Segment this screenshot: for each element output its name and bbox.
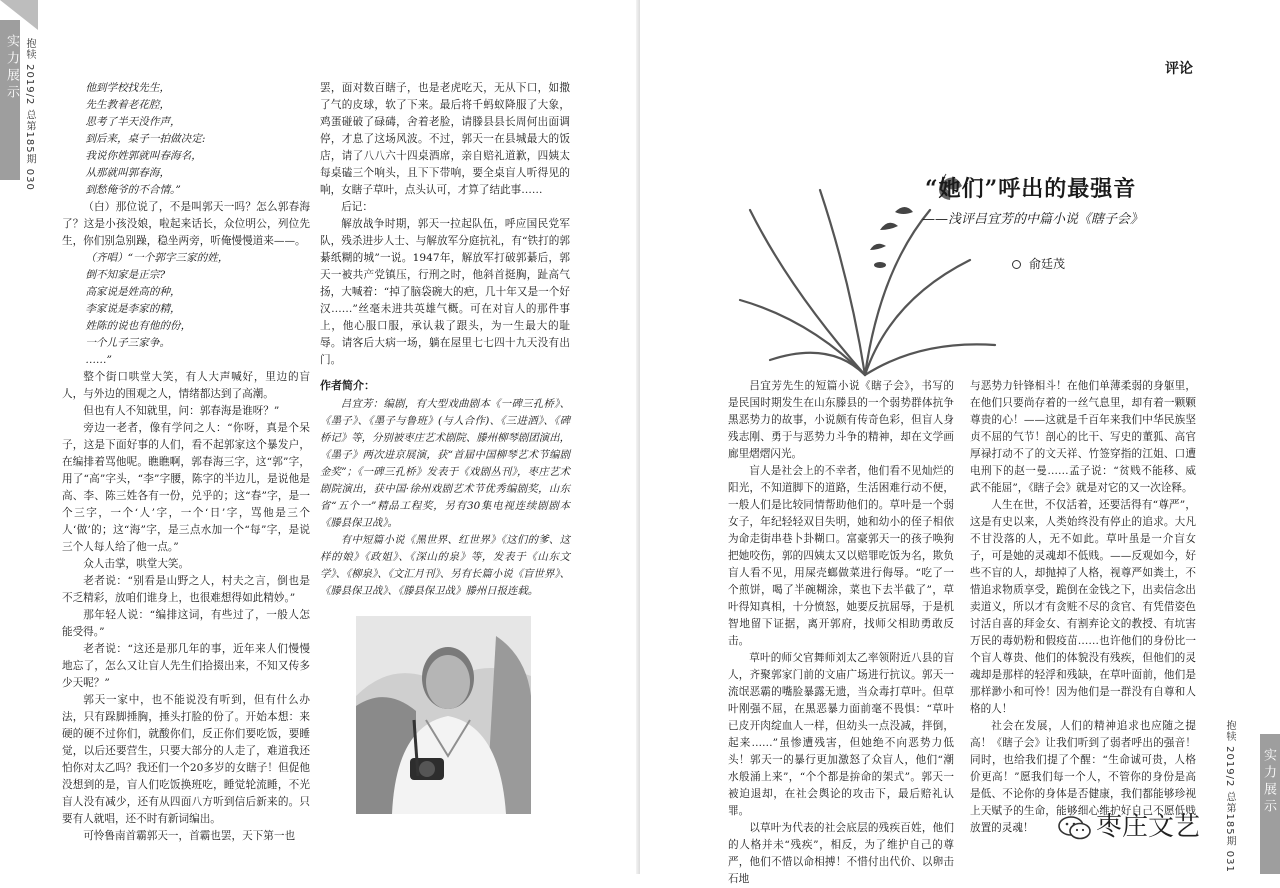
- verse-line: 到愁俺爷的不合情。”: [85, 184, 181, 196]
- paragraph: 罢，面对数百瞎子，也是老虎吃天，无从下口，如撒了气的皮球，软了下来。最后将千蚂蚁降服了大象，鸡蛋碰破了碌碡，舍着老脸，请滕县县长周何出面调停，才息了这场风波。不过，郭天一在县城最大的饭店，请了八八六十四桌酒席，亲自赔礼道歉，四姨太每桌磕三个响头，且下下带响，要全桌盲人听得见的响，女瞎子草叶，点头认可，才算了结此事……: [320, 82, 570, 196]
- verse-line: 倒不知家是正宗?: [85, 269, 166, 281]
- right-section-tab: [1242, 734, 1280, 874]
- wechat-icon: [1058, 815, 1092, 841]
- paragraph: 解放战争时期，郭天一拉起队伍，呼应国民党军队，残杀进步人士、与解放军分庭抗礼，有“铁打的郭綦纸糊的城”一说。1947年，解放军打破郭綦后，郭天一被共产党镇压，行刑之时，他斜首挺胸，趾高气扬，大喊着：“掉了脑袋碗大的疤，几十年又是一个好汉……”丝毫未进共英雄气概。可在对盲人的那件事上，他心服口服，承认栽了跟头，为一生最大的耻辱。请客后大病一场，躺在屋里七七四十九天没有出门。: [320, 218, 570, 366]
- paragraph: 人生在世，不仅活着，还要活得有“尊严”，这是有史以来，人类始终没有停止的追求。大凡不甘没落的人，无不如此。草叶虽是一介盲女子，可是她的灵魂却不低贱。——反观如今，好些不盲的人，却抛掉了人格，视尊严如粪土，不惜追求物质享受，跪倒在金钱之下，出卖信念出卖道义，所以才有贪赃不尽的贪官、有凭借姿色讨活自喜的拜金女、有割弃论文的教授、有坑害万民的毒奶粉和假疫苗……也许他们的身份比一个盲人尊贵、他们的体貌没有残疾，但他们的灵魂却是那样的轻浮和残缺，在草叶面前，他们是那样渺小和可怜！因为他们是一群没有自尊和人格的人！: [970, 499, 1196, 715]
- article-subtitle: ——浅评吕宜芳的中篇小说《瞎子会》: [922, 212, 1144, 227]
- verse-line: ……”: [85, 354, 112, 366]
- paragraph: 社会在发展，人们的精神追求也应随之提高！《瞎子会》让我们听到了弱者呼出的强音！同时，也给我们提了个醒：“生命诚可贵，人格价更高！”愿我们每一个人，不管你的身份是高是低、不论你的身体是否健康，我们都能够珍视上天赋予的生命，能够细心维护好自己不愿低贱放置的灵魂！: [970, 720, 1196, 834]
- issue-meta: 抱犊 2019/2 总第185期 030: [24, 38, 35, 191]
- paragraph: 盲人是社会上的不幸者，他们看不见灿烂的阳光，不知道脚下的道路，生活困难行动不便，一般人们是比较同情帮助他们的。草叶是一个弱女子，年纪轻轻双目失明，她和幼小的侄子相依为命走街串巷卜卦糊口。富豪郭天一的孩子唤狗把她咬伤，郭的四姨太又以赔罪吃饭为名，欺负盲人看不见，用屎壳螂做菜进行侮辱。“吃了一个煎饼，喝了半碗糊涂，菜也下去半截了”，草叶得知真相，十分愤怒，她要反抗屈辱，于是机智地留下证据，离开郭府，找师父相助勇敢反击。: [728, 465, 954, 647]
- verse-line: 到后来，桌子一拍做决定:: [85, 133, 206, 145]
- paragraph: 老者说：“这还是那几年的事，近年来人们慢慢地忘了，怎么又让盲人先生们拾掇出来，不知又传多少天呢？”: [62, 643, 310, 689]
- wechat-watermark: [1058, 806, 1200, 843]
- paragraph: 草叶的师父官舞师刘太乙率领附近八县的盲人，齐聚郭家门前的文庙广场进行抗议。郭天一流氓恶霸的嘴脸暴露无遗，当众毒打草叶。但草叶刚强不屈，在黑恶暴力面前毫不畏惧：“草叶已皮开肉绽血人一样，但幼头一点没减，拌倒，起来……”虽惨遭残害，但她绝不向恶势力低头！郭天一的暴行更加激怒了众盲人，他们“潮水般涌上来”，“个个都是拚命的架式”。郭天一被迫退却，在社会舆论的攻击下，最后赔礼认罪。: [728, 652, 954, 817]
- paragraph: 但也有人不知就里，问：郭春海是谁呀？”: [83, 405, 280, 417]
- afterword-label: 后记：: [341, 201, 373, 213]
- paragraph: 与恶势力针锋相斗！在他们单薄柔弱的身躯里，在他们只要尚存着的一丝气息里，却有着一颗颗尊贵的心！——这就是千百年来我们中华民族坚贞不屈的气节！剖心的比干、写史的董狐、高官厚禄打动不了的文天祥、竹签穿指的江姐、口遭电刑下的赵一曼……孟子说：“贫贱不能移、威武不能屈”，《瞎子会》就是对它的又一次诠释。: [970, 380, 1196, 494]
- issue-meta: 抱犊 2019/2 总第185期 031: [1224, 720, 1235, 873]
- paragraph: 以草叶为代表的社会底层的残疾百姓，他们的人格并未“残疾”，相反，为了维护自己的尊严，他们不惜以命相搏！不惜付出代价、以卵击石地: [728, 822, 954, 885]
- author-bio-heading: 作者简介：: [320, 379, 375, 392]
- paragraph: 众人击掌，哄堂大笑。: [83, 558, 190, 570]
- right-page: [640, 0, 1280, 885]
- verse-block-1: [62, 80, 310, 199]
- paragraph: （白）那位说了，不是叫郭天一吗？怎么郭春海了？这是小孩没娘，啦起来话长，众位明公，列位先生，你们别急别躁，稳坐两旁，听俺慢慢道来——。: [62, 201, 310, 247]
- verse-line: 高家说是姓高的种，: [85, 286, 181, 298]
- paragraph: 可怜鲁南首霸郭天一，首霸也罢，天下第一也: [83, 830, 296, 842]
- author-photo: [356, 616, 531, 814]
- verse-line: 李家说是李家的精，: [85, 303, 181, 315]
- left-column-2: [320, 80, 570, 600]
- verse-line: 姓陈的说也有他的份，: [85, 320, 192, 332]
- verse-block-2: [62, 250, 310, 369]
- paragraph: 旁边一老者，像有学问之人：“你呀，真是个呆子，这是下面好事的人们，看不起郭家这个暴发户，在编排着骂他呢。瞧瞧啊，郭春海三字，这“郭”字，用了“高”字头，“李”字腰，陈字的半边儿，是说他是高、李、陈三姓各有一份，兑乎的；这“春”字，是一个三字，一个‘人’字，一个‘日’字，骂他是三个人‘做’的；这“海”字，是三点水加一个“每”字，是说三个人每人给了他一点。”: [62, 422, 310, 553]
- author-bio: 有中短篇小说《黑世界、红世界》《这们的爹、这样的娘》《政姐》、《深山的泉》等，发表于《山东文学》、《柳泉》、《文汇月刊》、另有长篇小说《盲世界》、《滕县保卫战》、《滕县保卫战》滕州日报连载。: [320, 534, 570, 597]
- paragraph: 老者说：“别看是山野之人，村夫之言，倒也是不乏精彩，放咱们谁身上，也很难想得如此精妙。”: [62, 575, 310, 604]
- section-tag: 评论: [1165, 61, 1193, 77]
- paragraph: 整个街口哄堂大笑，有人大声喊好，里边的盲人，与外边的围观之人，情绪都达到了高潮。: [62, 371, 310, 400]
- verse-line: 先生教着老花腔，: [85, 99, 171, 111]
- verse-line: 思考了半天没作声，: [85, 116, 181, 128]
- left-column-1: [62, 80, 310, 845]
- right-column-2: [970, 378, 1196, 837]
- tab-label: 实力展示: [4, 34, 19, 102]
- article-author: [1012, 255, 1065, 272]
- verse-line: 从那就叫郭春海，: [85, 167, 171, 179]
- verse-line: 一个儿子三家争。: [85, 337, 171, 349]
- left-page: [0, 0, 640, 874]
- article-title: “她们”呼出的最强音: [925, 176, 1137, 202]
- tab-label: 实力展示: [1261, 748, 1276, 816]
- right-column-1: [728, 378, 954, 888]
- author-name: 俞廷茂: [1029, 257, 1066, 271]
- paragraph: 吕宜芳先生的短篇小说《瞎子会》，书写的是民国时期发生在山东滕县的一个弱势群体抗争黑恶势力的故事，小说颇有传奇色彩，但盲人身残志刚、勇于与恶势力斗争的精神，却在文学画廊里熠熠闪光。: [728, 380, 954, 460]
- paragraph: 郭天一家中，也不能说没有听到，但有什么办法，只有跺脚捶胸，捶头打脸的份了。开始本想：来硬的硬不过你们，就酸你们，反正你们要吃饭，要睡觉，以后还要营生，只要大部分的人走了，难道我还怕你对太乙吗？我还们一个20多岁的女瞎子！但促他没想到的是，盲人们吃饭换班吃，睡觉轮流睡，不光盲人没有减少，还有从四面八方听到信后新来的。只要有人就唱，还不时有新词编出。: [62, 694, 310, 825]
- verse-line: 他到学校找先生，: [85, 82, 171, 94]
- paragraph: 那年轻人说：“编排这词，有些过了，一般人怎能受得。”: [62, 609, 310, 638]
- watermark-text: 枣庄文艺: [1096, 812, 1201, 842]
- verse-line: （齐唱）“一个郭字三家的姓，: [85, 252, 229, 264]
- author-bio: 吕宜芳：编剧，有大型戏曲剧本《一碑三孔桥》、《墨子》、《墨子与鲁班》(与人合作)、《三进酒》、《碑桥记》等，分别被枣庄艺术剧院、滕州柳琴剧团演出，《墨子》两次进京展演，获“首届中国柳琴艺术节编剧金奖”；《一碑三孔桥》发表于《戏剧丛刊》，枣庄艺术剧院演出，获中国·徐州戏剧艺术节优秀编剧奖，山东省“五个一”精品工程奖，另有30集电视连续剧剧本《滕县保卫战》。: [320, 398, 570, 529]
- bullet-icon: [1012, 260, 1021, 269]
- verse-line: 我说你姓郭就叫春海名，: [85, 150, 202, 162]
